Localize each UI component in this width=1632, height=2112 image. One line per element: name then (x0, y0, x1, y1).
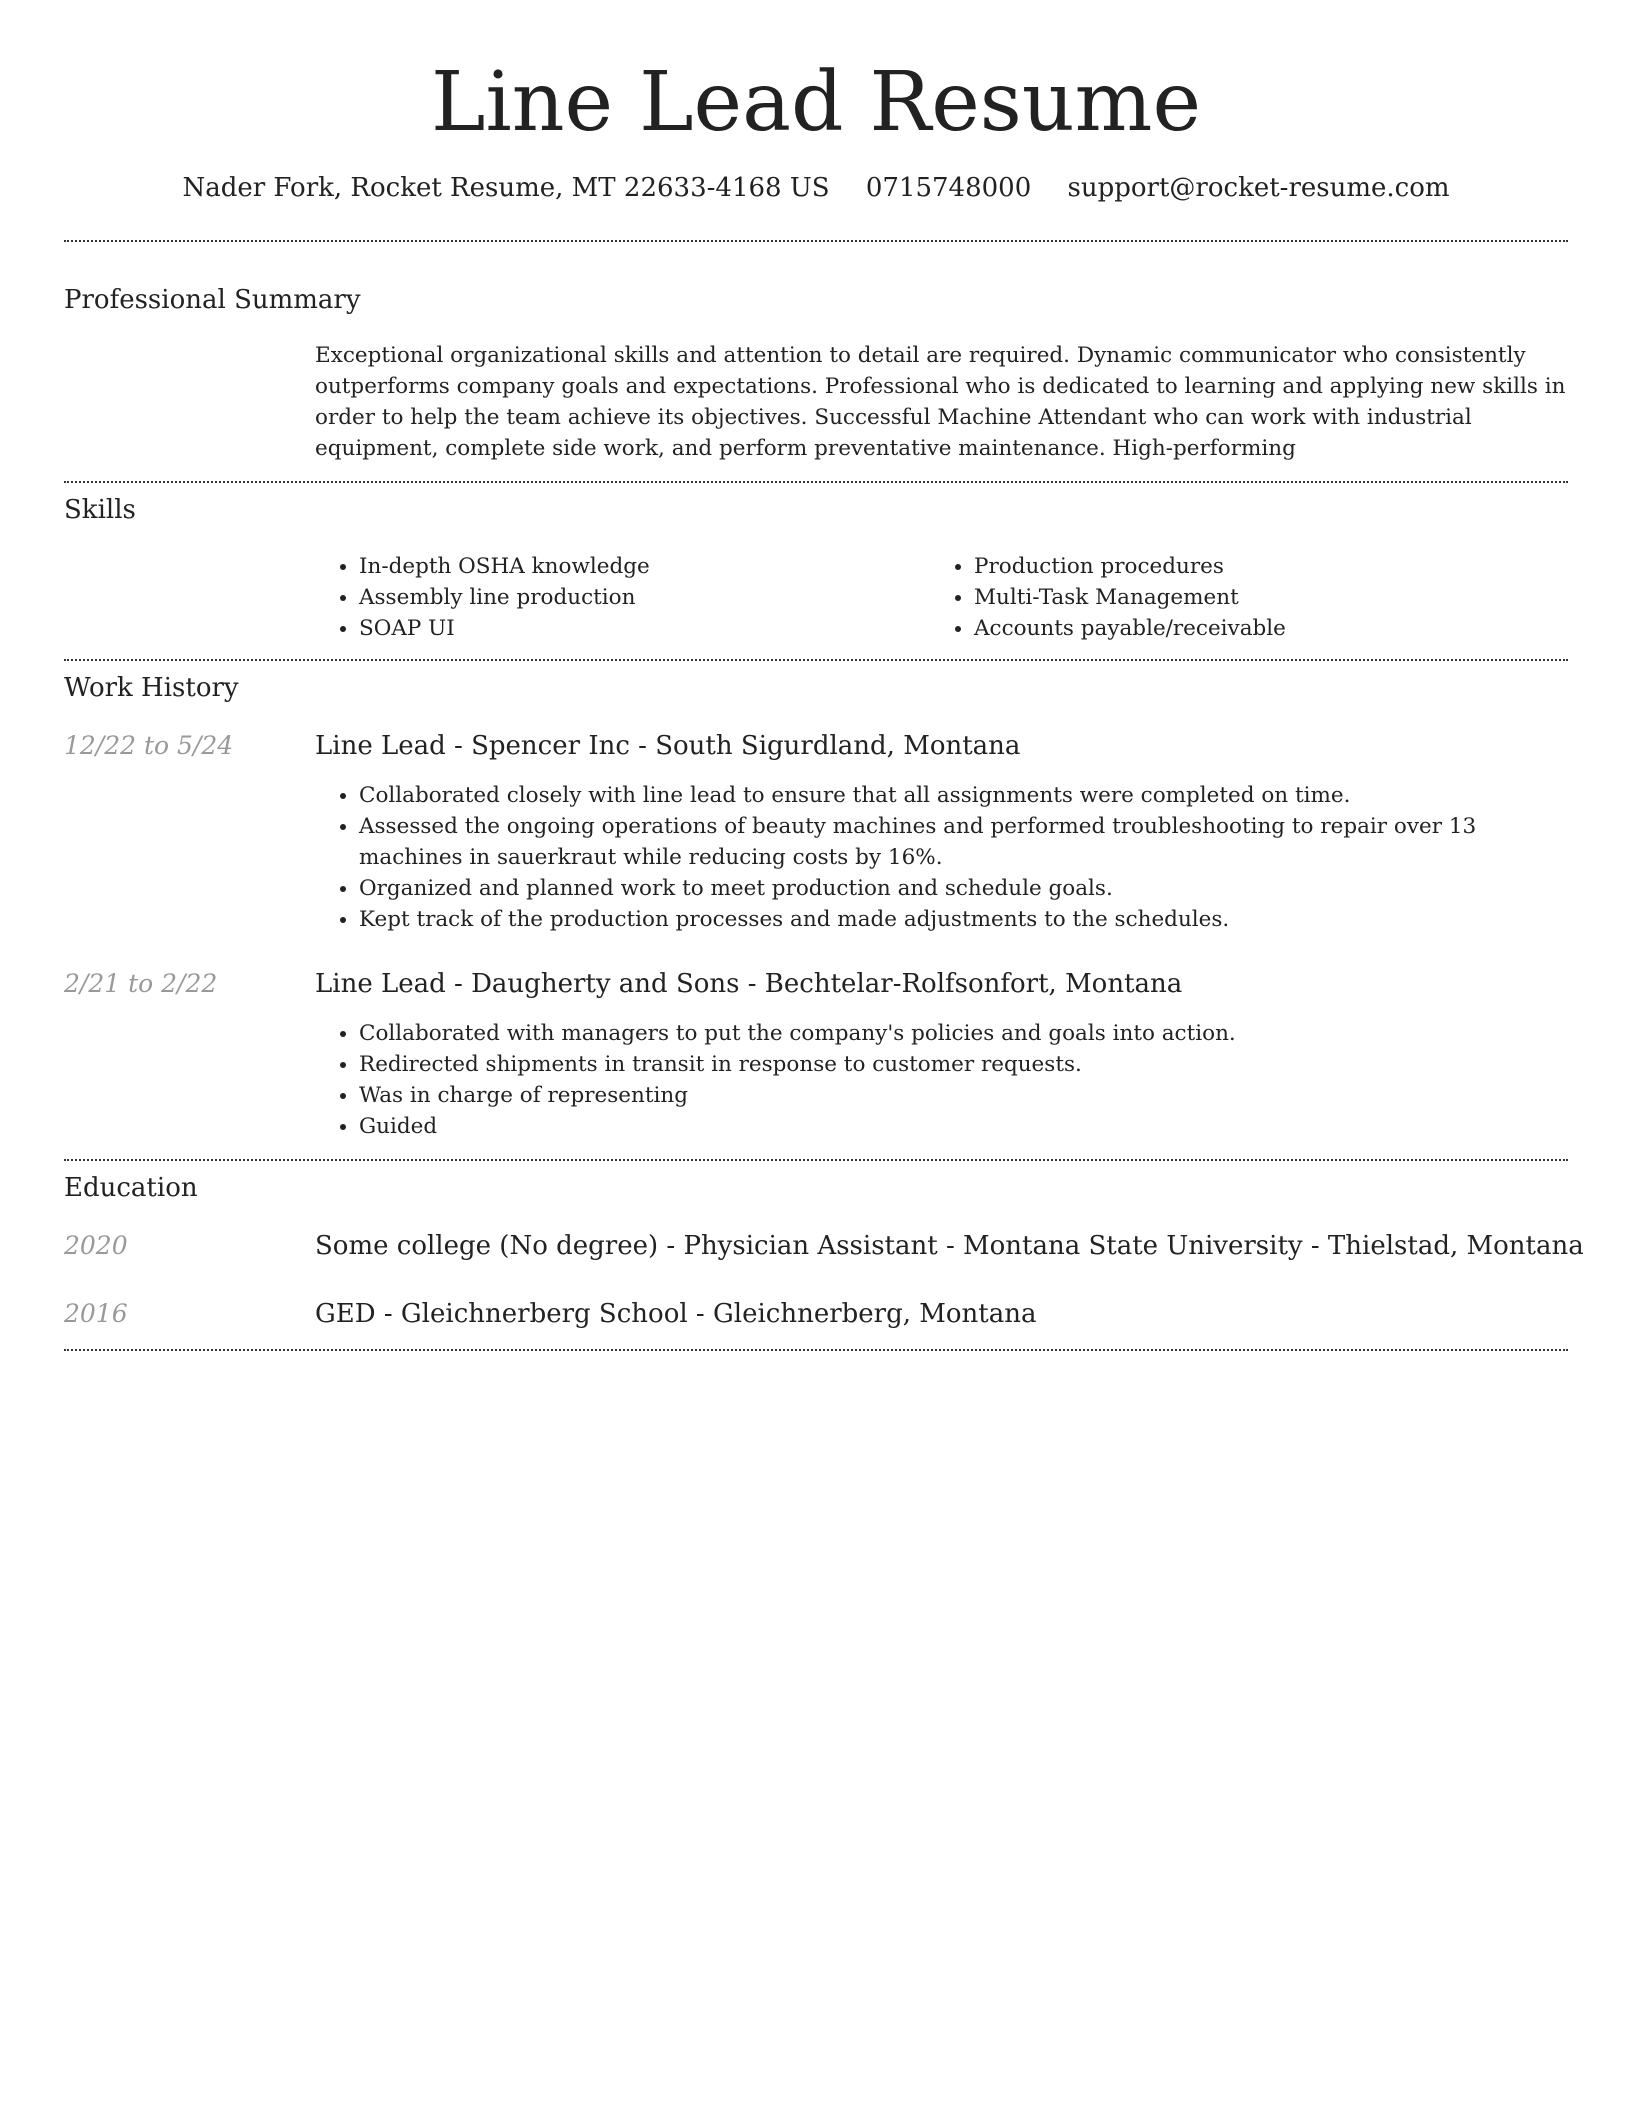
skill-item: • Production procedures (974, 551, 1550, 582)
skill-item: • Multi-Task Management (974, 582, 1550, 613)
contact-phone: 0715748000 (865, 173, 1032, 203)
contact-email: support@rocket-resume.com (1067, 173, 1450, 203)
education-year: 2016 (64, 1299, 128, 1328)
resume-title: Line Lead Resume (431, 55, 1201, 150)
job-bullets (315, 1018, 1570, 1142)
job-bullet: • Assessed the ongoing operations of beauty machines and performed troubleshooting to repair over 13 machines in sauerkraut while reducing costs by 16%. (359, 811, 1570, 873)
section-divider (64, 481, 1568, 483)
section-divider (64, 240, 1568, 242)
job-title: Line Lead - Spencer Inc - South Sigurdland, Montana (315, 731, 1021, 761)
skills-heading: Skills (64, 495, 136, 525)
job-bullet: • Collaborated with managers to put the company's policies and goals into action. (359, 1018, 1570, 1049)
job-bullet: • Redirected shipments in transit in response to customer requests. (359, 1049, 1570, 1080)
summary-text: Exceptional organizational skills and attention to detail are required. Dynamic communicator who consistently outperforms company goals and expectations. Professional who is dedicated to learning and applying new skills in order to help the team achieve its objectives. Successful Machine Attendant who can work with industrial equipment, complete side work, and perform preventative maintenance. High-performing (315, 343, 1566, 461)
summary-heading: Professional Summary (64, 285, 361, 315)
education-year: 2020 (64, 1231, 128, 1260)
job-bullet: • Organized and planned work to meet production and schedule goals. (359, 873, 1570, 904)
skill-item: • SOAP UI (359, 613, 915, 644)
skill-item: • Accounts payable/receivable (974, 613, 1550, 644)
skills-right-column (930, 551, 1550, 644)
education-detail: GED - Gleichnerberg School - Gleichnerberg, Montana (315, 1299, 1037, 1329)
skills-left-column (315, 551, 915, 644)
education-detail: Some college (No degree) - Physician Assistant - Montana State University - Thielstad, Montana (315, 1231, 1584, 1261)
job-bullets (315, 780, 1570, 935)
education-heading: Education (64, 1173, 198, 1203)
section-divider (64, 1349, 1568, 1351)
contact-address: Nader Fork, Rocket Resume, MT 22633-4168 US (182, 173, 830, 203)
section-divider (64, 1159, 1568, 1161)
contact-line (0, 168, 1632, 208)
job-dates: 12/22 to 5/24 (64, 731, 234, 760)
job-dates: 2/21 to 2/22 (64, 969, 218, 998)
job-bullet: • Guided (359, 1111, 1570, 1142)
job-bullet: • Was in charge of representing (359, 1080, 1570, 1111)
section-divider (64, 659, 1568, 661)
job-bullet: • Collaborated closely with line lead to ensure that all assignments were completed on time. (359, 780, 1570, 811)
job-bullet: • Kept track of the production processes and made adjustments to the schedules. (359, 904, 1570, 935)
work-history-heading: Work History (64, 673, 239, 703)
skill-item: • In-depth OSHA knowledge (359, 551, 915, 582)
job-title: Line Lead - Daugherty and Sons - Bechtelar-Rolfsonfort, Montana (315, 969, 1183, 999)
skill-item: • Assembly line production (359, 582, 915, 613)
